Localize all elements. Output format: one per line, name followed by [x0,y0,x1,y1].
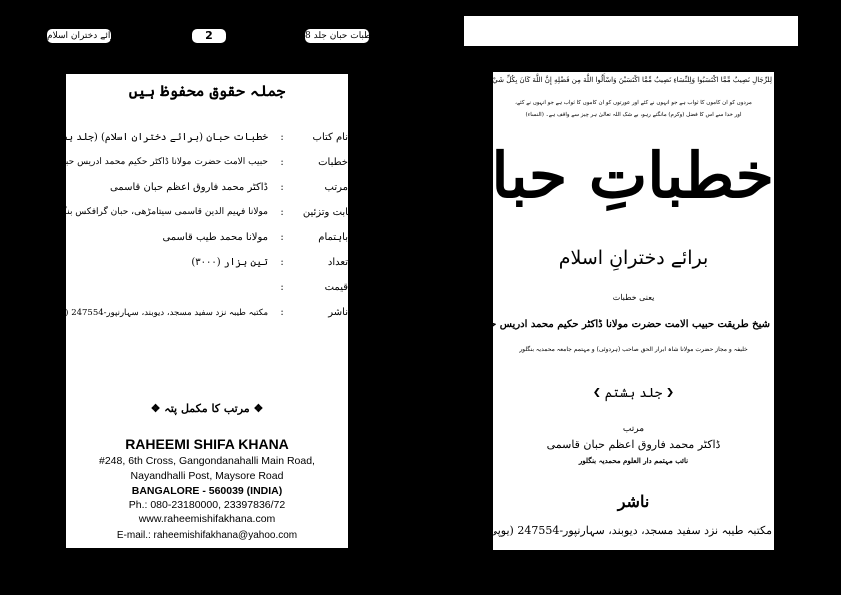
detail-colon: : [280,232,284,243]
detail-label: تعداد [327,257,348,268]
detail-value: مولانا محمد طیب قاسمی [162,232,268,243]
ornament-right-icon: ❯ [593,386,601,401]
details-table [28,132,356,322]
detail-value: حبیب الامت حضرت مولانا ڈاکٹر حکیم محمد ادریس حبان رحیمی [28,157,268,167]
detail-colon: : [280,207,284,218]
website: www.raheemishifakhana.com [138,513,276,525]
ornament-left-icon: ❖ [150,402,161,415]
header-book-label: خطبات حبان جلد 8 [304,28,370,44]
header-left-label: برائے دختران اسلام [46,28,112,44]
detail-label: مرتب [324,182,348,193]
murattib-name: ڈاکٹر محمد فاروق اعظم حبان قاسمی [546,438,721,451]
top-verse: لِلرِّجَالِ نَصِيبٌ مِّمَّا اكْتَسَبُوا وَلِلنِّسَاءِ نَصِيبٌ مِّمَّا اكْتَسَبْنَ وَاسْأَلُوا اللَّهَ مِن فَضْلِهِ إِنَّ اللَّهَ كَانَ بِكُلِّ شَيْءٍ عَلِيمًا [471,76,772,84]
detail-row [70,232,348,254]
detail-value: ڈاکٹر محمد فاروق اعظم حبان قاسمی [109,182,268,193]
main-title: خطباتِ حبان [445,139,774,212]
org-name: RAHEEMI SHIFA KHANA [125,436,289,452]
detail-row [45,132,348,154]
detail-value: مولانا فہیم الدین قاسمی سیتامڑھی، حبان گرافکس بنگلور [50,207,268,217]
left-page [28,74,356,548]
detail-label: خطبات [318,157,348,168]
address-heading: ❖ مرتب کا مکمل پتہ ❖ [150,402,264,415]
detail-row [70,182,348,204]
ornament-right-icon: ❖ [253,402,264,415]
detail-label: کتابت وتزئین [302,207,356,218]
detail-colon: : [280,257,284,268]
detail-colon: : [280,307,284,318]
detail-label: قیمت [324,282,348,293]
publisher-label: ناشر [617,492,650,511]
author-line: شیخ طریقت حبیب الامت حضرت مولانا ڈاکٹر حکیم محمد ادریس حبان رحیمی چرتھاولی [403,319,770,330]
detail-value: مکتبہ طیبہ نزد سفید مسجد، دیوبند، سہارنپور-247554 (یوپی) [45,308,268,318]
ornament-left-icon: ❮ [666,386,674,401]
email: E-mail.: raheemishifakhana@yahoo.com [116,530,298,541]
detail-colon: : [280,157,284,168]
detail-value: تین ہزار (۳۰۰۰) [191,257,268,268]
subtitle: برائے دخترانِ اسلام [558,247,709,269]
detail-row [28,157,348,179]
right-header-bar [464,16,798,46]
phone: Ph.: 080-23180000, 23397836/72 [128,499,286,511]
copyright-title: جملہ حقوق محفوظ ہیں [128,82,286,100]
translation-line1: مردوں کو ان کاموں کا ثواب ہے جو انہوں نے کئے اور عورتوں کو ان کاموں کا ثواب ہے جو انہوں نے کئے، [515,100,752,106]
right-page [403,72,774,550]
address-line2: Nayandhalli Post, Maysore Road [130,470,284,482]
murattib-label: مرتب [622,424,645,434]
detail-label: نام کتاب [312,132,348,143]
murattib-sub: نائب مہتمم دار العلوم محمدیہ بنگلور [578,456,689,465]
address-line1: #248, 6th Cross, Gangondanahalli Main Road, [99,455,315,467]
detail-row [50,207,356,229]
detail-value: خطبات حبان (برائے دختران اسلام) (جلد ہشتم) [45,132,268,143]
detail-label: باہتمام [318,232,348,243]
detail-colon: : [280,132,284,143]
page-number: 2 [191,28,227,44]
detail-row [70,257,348,279]
translation-line2: اور خدا سے اس کا فضل (وکرم) مانگتے رہو، بے شک اللہ تعالیٰ ہر چیز سے واقف ہے۔ (النساء) [525,112,742,118]
yani-khutbat: یعنی خطبات [612,293,655,302]
address-line3: BANGALORE - 560039 (INDIA) [131,485,283,497]
detail-colon: : [280,182,284,193]
publisher: مکتبہ طیبہ نزد سفید مسجد، دیوبند، سہارنپور-247554 (یوپی) [484,524,772,537]
detail-row [45,307,348,329]
detail-colon: : [280,282,284,293]
detail-row [70,282,348,304]
detail-label: ناشر [328,307,348,318]
volume-badge: ❮ جلد ہشتم ❯ [593,386,674,401]
author-sub: خلیفہ و مجاز حضرت مولانا شاہ ابرار الحق صاحب (ہردوئی) و مہتمم جامعہ محمدیہ بنگلور [519,346,748,353]
